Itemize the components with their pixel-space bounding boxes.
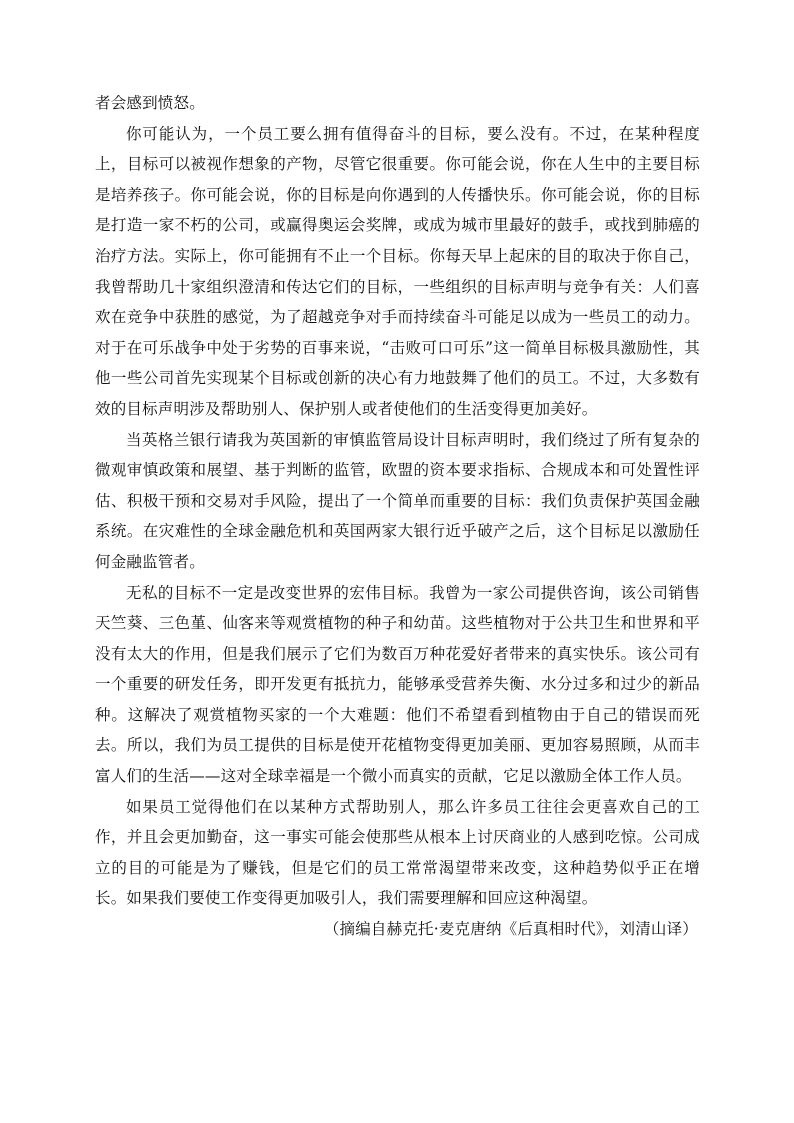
document-page (95, 88, 700, 945)
paragraph-continuation: 者会感到愤怒。 (95, 94, 205, 112)
citation-source: （摘编自赫克托·麦克唐纳《后真相时代》，刘清山译） (323, 920, 698, 939)
paragraph-selfless-goals: 无私的目标不一定是改变世界的宏伟目标。我曾为一家公司提供咨询，该公司销售天竺葵、三色堇、仙客来等观赏植物的种子和幼苗。这些植物对于公共卫生和世界和平没有太大的作用，但是我们展示了它们为数百万种花爱好者带来的真实快乐。该公司有一个重要的研发任务，即开发更有抵抗力，能够承受营养失衡、水分过多和过少的新品种。这解决了观赏植物买家的一个大难题：他们不希望看到植物由于自己的错误而死去。所以，我们为员工提供的目标是使开花植物变得更加美丽、更加容易照顾，从而丰富人们的生活——这对全球幸福是一个微小而真实的贡献，它足以激励全体工作人员。 (95, 583, 700, 786)
paragraph-helping-others: 如果员工觉得他们在以某种方式帮助别人，那么许多员工往往会更喜欢自己的工作，并且会更加勤奋，这一事实可能会使那些从根本上讨厌商业的人感到吃惊。公司成立的目的可能是为了赚钱，但是它们的员工常常渴望带来改变，这种趋势似乎正在增长。如果我们要使工作变得更加吸引人，我们需要理解和回应这种渴望。 (95, 797, 700, 908)
paragraph-bank-of-england: 当英格兰银行请我为英国新的审慎监管局设计目标声明时，我们绕过了所有复杂的微观审慎政策和展望、基于判断的监管，欧盟的资本要求指标、合规成本和可处置性评估、积极干预和交易对手风险，提出了一个简单而重要的目标：我们负责保护英国金融系统。在灾难性的全球金融危机和英国两家大银行近乎破产之后，这个目标足以激励任何金融监管者。 (95, 430, 700, 571)
paragraph-goals: 你可能认为，一个员工要么拥有值得奋斗的目标，要么没有。不过，在某种程度上，目标可以被视作想象的产物，尽管它很重要。你可能会说，你在人生中的主要目标是培养孩子。你可能会说，你的目标是向你遇到的人传播快乐。你可能会说，你的目标是打造一家不朽的公司，或赢得奥运会奖牌，或成为城市里最好的鼓手，或找到肺癌的治疗方法。实际上，你可能拥有不止一个目标。你每天早上起床的目的取决于你自己，我曾帮助几十家组织澄清和传达它们的目标，一些组织的目标声明与竞争有关：人们喜欢在竞争中获胜的感觉，为了超越竞争对手而持续奋斗可能足以成为一些员工的动力。对于在可乐战争中处于劣势的百事来说，“击败可口可乐”这一简单目标极具激励性，其他一些公司首先实现某个目标或创新的决心有力地鼓舞了他们的员工。不过，大多数有效的目标声明涉及帮助别人、保护别人或者使他们的生活变得更加美好。 (95, 124, 700, 418)
